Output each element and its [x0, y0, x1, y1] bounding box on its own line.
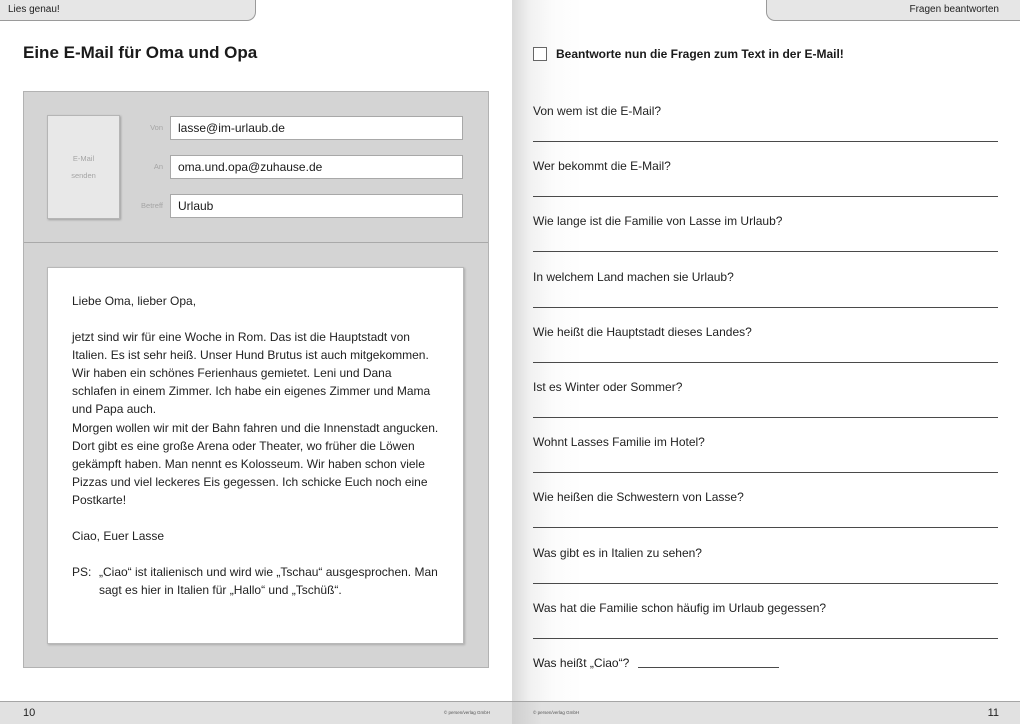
answer-line[interactable]: [533, 417, 998, 418]
letter-greeting: Liebe Oma, lieber Opa,: [72, 294, 197, 308]
question-text: Was gibt es in Italien zu sehen?: [533, 546, 702, 560]
page-number-right: 11: [987, 707, 999, 719]
section-tab-answer: Fragen beantworten: [766, 0, 1020, 21]
question-item: [533, 380, 998, 420]
task-checkbox[interactable]: [533, 47, 547, 61]
question-text: Wie lange ist die Familie von Lasse im Urlaub?: [533, 214, 783, 228]
copyright-right: © persen/verlag GmbH: [533, 710, 580, 715]
question-text: Wie heißt die Hauptstadt dieses Landes?: [533, 325, 752, 339]
question-text: Wie heißen die Schwestern von Lasse?: [533, 490, 744, 504]
email-window: [23, 91, 489, 668]
question-item: [533, 490, 998, 530]
question-item-inline: [533, 656, 779, 670]
email-body[interactable]: [47, 267, 464, 644]
instruction-text: Beantworte nun die Fragen zum Text in der E-Mail!: [556, 47, 844, 61]
subject-field[interactable]: Urlaub: [170, 194, 463, 218]
answer-line[interactable]: [533, 141, 998, 142]
answer-line[interactable]: [533, 527, 998, 528]
question-item: [533, 104, 998, 144]
question-text: Von wem ist die E-Mail?: [533, 104, 662, 118]
question-text: Was heißt „Ciao“?: [533, 656, 630, 670]
from-label: Von: [150, 123, 163, 132]
to-field[interactable]: oma.und.opa@zuhause.de: [170, 155, 463, 179]
answer-line[interactable]: [533, 196, 998, 197]
instruction: [533, 47, 844, 61]
question-item: [533, 214, 998, 254]
question-text: Ist es Winter oder Sommer?: [533, 380, 683, 394]
answer-line[interactable]: [533, 362, 998, 363]
from-field[interactable]: lasse@im-urlaub.de: [170, 116, 463, 140]
send-button-label-line2: senden: [71, 171, 96, 180]
answer-line[interactable]: [533, 583, 998, 584]
subject-label: Betreff: [141, 201, 163, 210]
right-page: [512, 0, 1020, 724]
letter-closing: Ciao, Euer Lasse: [72, 529, 165, 544]
answer-line[interactable]: [533, 251, 998, 252]
question-text: Was hat die Familie schon häufig im Urlaub gegessen?: [533, 601, 827, 615]
question-item: [533, 325, 998, 365]
section-tab-read: Lies genau!: [0, 0, 256, 21]
question-item: [533, 159, 998, 199]
header-divider: [24, 242, 488, 243]
answer-line[interactable]: [533, 638, 998, 639]
letter-paragraph-2: Morgen wollen wir mit der Bahn fahren und die Innenstadt angucken. Dort gibt es eine große Arena oder Theater, wo früher die Löwen gekämpft haben. Man nennt es Kolosseum. Wir haben schon viele Pizzas und viel leckeres Eis gegessen. Ich schicke Euch noch eine Postkarte!: [72, 420, 439, 507]
answer-line[interactable]: [533, 472, 998, 473]
letter-paragraph-1: jetzt sind wir für eine Woche in Rom. Das ist die Hauptstadt von Italien. Es ist sehr heiß. Unser Hund Brutus ist auch mitgekommen. Wir haben ein schönes Ferienhaus gemietet. Leni und Dana schlafen in einem Zimmer. Ich habe ein eigenes Zimmer und Mama und Papa auch.: [72, 330, 431, 417]
page-number-left: 10: [23, 707, 36, 719]
question-text: In welchem Land machen sie Urlaub?: [533, 270, 734, 284]
to-label: An: [153, 162, 163, 171]
footer-left: [0, 701, 512, 724]
answer-line[interactable]: [638, 667, 779, 668]
question-item: [533, 546, 998, 586]
ps-label: PS:: [72, 565, 92, 580]
question-item: [533, 601, 998, 641]
ps-text: „Ciao“ ist italienisch und wird wie „Tschau“ ausgesprochen. Man sagt es hier in Italien für „Hallo“ und „Tschüß“.: [99, 565, 438, 598]
letter-postscript: [72, 563, 439, 599]
question-item: [533, 270, 998, 310]
copyright-left: © persen/verlag GmbH: [443, 710, 490, 715]
send-button-label-line1: E-Mail: [72, 154, 95, 163]
footer-right: [512, 701, 1020, 724]
page-title: Eine E-Mail für Oma und Opa: [23, 43, 258, 62]
question-item: [533, 435, 998, 475]
answer-line[interactable]: [533, 307, 998, 308]
question-text: Wohnt Lasses Familie im Hotel?: [533, 435, 705, 449]
question-text: Wer bekommt die E-Mail?: [533, 159, 671, 173]
